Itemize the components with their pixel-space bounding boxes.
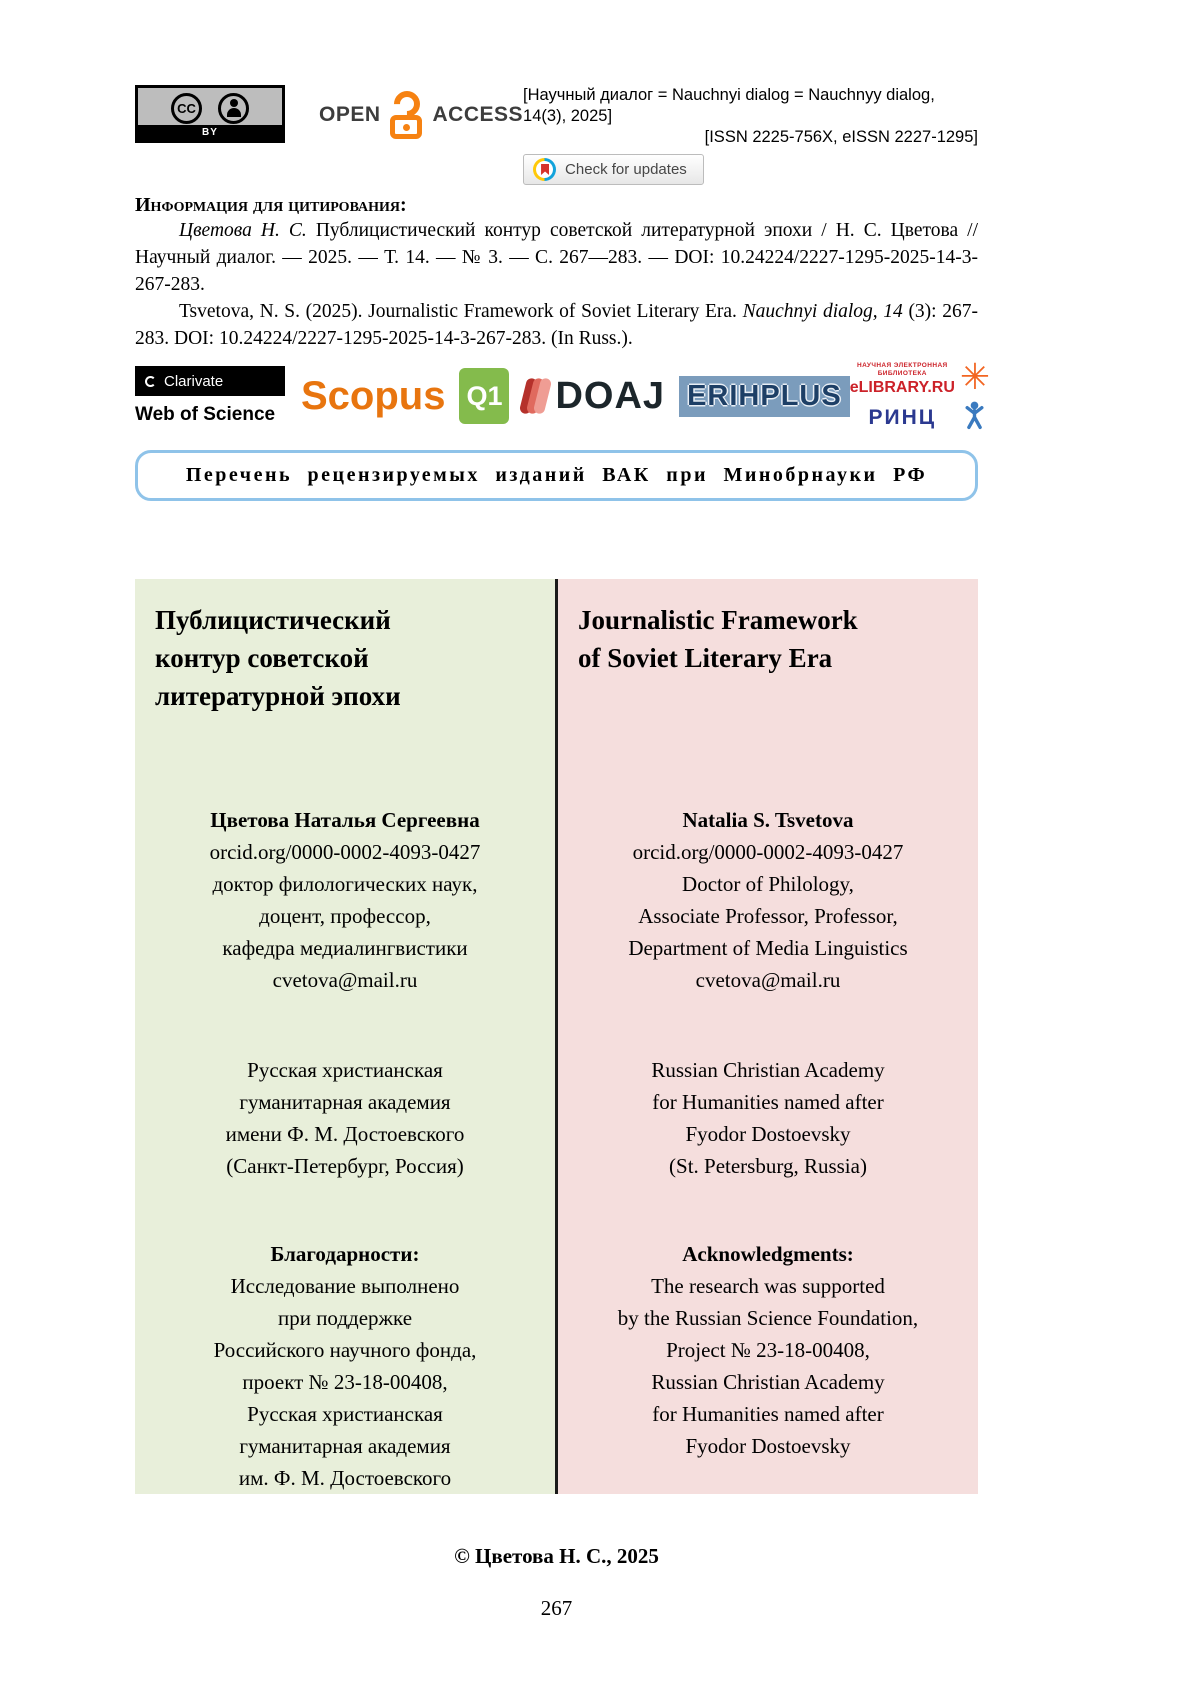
acknowledgments-en: Acknowledgments: The research was supported by the Russian Science Foundation, Project № 23-18-00408, Russian Christian Academy for Humanities named after Fyodor Dostoevsky	[558, 1238, 978, 1462]
acknowledgments-heading-ru: Благодарности:	[270, 1242, 420, 1266]
article-title-en: Journalistic Framework of Soviet Literary Era	[578, 605, 858, 673]
elibrary-asterisk-icon: ✳	[959, 357, 991, 398]
elibrary-caption: НАУЧНАЯ ЭЛЕКТРОННАЯ БИБЛИОТЕКА	[856, 362, 948, 377]
cc-by-license-badge	[135, 85, 285, 143]
author-orcid-ru: orcid.org/0000-0002-4093-0427	[209, 840, 481, 864]
author-orcid-en: orcid.org/0000-0002-4093-0427	[632, 840, 904, 864]
acknowledgments-heading-en: Acknowledgments:	[682, 1242, 854, 1266]
author-block-ru: Цветова Наталья Сергеевна orcid.org/0000-0002-4093-0427 доктор филологических наук, доцент, профессор, кафедра медиалингвистики cvetova@mail.ru	[135, 804, 555, 996]
citation-english-journal: Nauchnyi dialog, 14	[742, 301, 903, 322]
check-for-updates-button[interactable]	[523, 154, 704, 185]
open-access-access-label: ACCESS	[432, 103, 524, 126]
copyright-line: © Цветова Н. С., 2025	[454, 1544, 659, 1568]
clarivate-ring-icon	[145, 376, 156, 387]
author-name-en: Natalia S. Tsvetova	[682, 808, 854, 832]
elibrary-rinc-logo	[849, 357, 991, 430]
rinc-label: РИНЦ	[868, 406, 937, 429]
article-title-ru: Публицистический контур советской литературной эпохи	[155, 605, 401, 711]
erihplus-logo: ERIHPLUS	[679, 376, 850, 417]
clarivate-logo	[135, 366, 285, 396]
citation-english	[135, 298, 978, 352]
citation-russian-text: Публицистический контур советской литературной эпохи / Н. С. Цветова // Научный диалог. — 2025. — Т. 14. — № 3. — С. 267—283. — DOI: 10.24224/2227-1295-2025-14-3-267-283.	[135, 220, 978, 295]
clarivate-label: Clarivate	[164, 372, 224, 390]
open-access-open-label: OPEN	[319, 103, 381, 126]
q1-badge: Q1	[459, 368, 509, 424]
rinc-person-icon	[961, 400, 988, 430]
citation-english-text-end: (3): 267-283. DOI: 10.24224/2227-1295-2025-14-3-267-283. (In Russ.).	[135, 301, 978, 349]
affiliation-en: Russian Christian Academy for Humanities named after Fyodor Dostoevsky (St. Petersburg, Russia)	[651, 1058, 885, 1178]
citation-english-text-start: Tsvetova, N. S. (2025). Journalistic Framework of Soviet Literary Era.	[179, 301, 743, 322]
clarivate-wos-logo	[135, 366, 285, 426]
author-name-ru: Цветова Наталья Сергеевна	[210, 808, 480, 832]
web-of-science-logo: Web of Science	[135, 404, 276, 425]
acknowledgments-ru: Благодарности: Исследование выполнено при поддержке Российского научного фонда, проект № 23-18-00408, Русская христианская гуманитарная академия им. Ф. М. Достоевского	[135, 1238, 555, 1494]
affiliation-ru: Русская христианская гуманитарная академия имени Ф. М. Достоевского (Санкт-Петербург, Россия)	[225, 1058, 465, 1178]
english-column	[558, 579, 978, 1494]
russian-column	[135, 579, 555, 1494]
doaj-book-icon	[523, 378, 548, 414]
journal-issue-info	[523, 85, 978, 185]
cc-icon: CC	[171, 93, 202, 124]
elibrary-logo: eLIBRARY.RU	[849, 379, 955, 396]
author-email-en: cvetova@mail.ru	[695, 968, 841, 992]
person-icon	[221, 96, 246, 121]
vak-banner: Перечень рецензируемых изданий ВАК при Минобрнауки РФ	[135, 450, 978, 501]
citation-russian-author: Цветова Н. С.	[179, 220, 307, 241]
citation-russian	[135, 217, 978, 298]
page-number: 267	[540, 1596, 573, 1620]
by-person-icon	[218, 93, 249, 124]
crossmark-icon	[533, 158, 556, 181]
check-for-updates-label: Check for updates	[565, 161, 687, 178]
doaj-logo	[523, 377, 665, 415]
open-access-logo	[319, 91, 523, 139]
scopus-logo: Scopus	[301, 374, 446, 418]
page-header	[135, 85, 978, 185]
journal-issue-line: [Научный диалог = Nauchnyi dialog = Nauchnyy dialog, 14(3), 2025]	[523, 86, 935, 125]
title-author-block	[135, 579, 978, 1494]
citation-heading: Информация для цитирования:	[135, 194, 407, 216]
author-block-en: Natalia S. Tsvetova orcid.org/0000-0002-4093-0427 Doctor of Philology, Associate Professor, Professor, Department of Media Linguistics cvetova@mail.ru	[558, 804, 978, 996]
author-email-ru: cvetova@mail.ru	[272, 968, 418, 992]
doaj-label: DOAJ	[555, 375, 666, 417]
cc-by-label: BY	[138, 125, 282, 140]
indexing-logos-row	[135, 357, 991, 430]
journal-issn-line: [ISSN 2225-756X, eISSN 2227-1295]	[704, 128, 978, 146]
open-padlock-icon	[389, 91, 425, 139]
